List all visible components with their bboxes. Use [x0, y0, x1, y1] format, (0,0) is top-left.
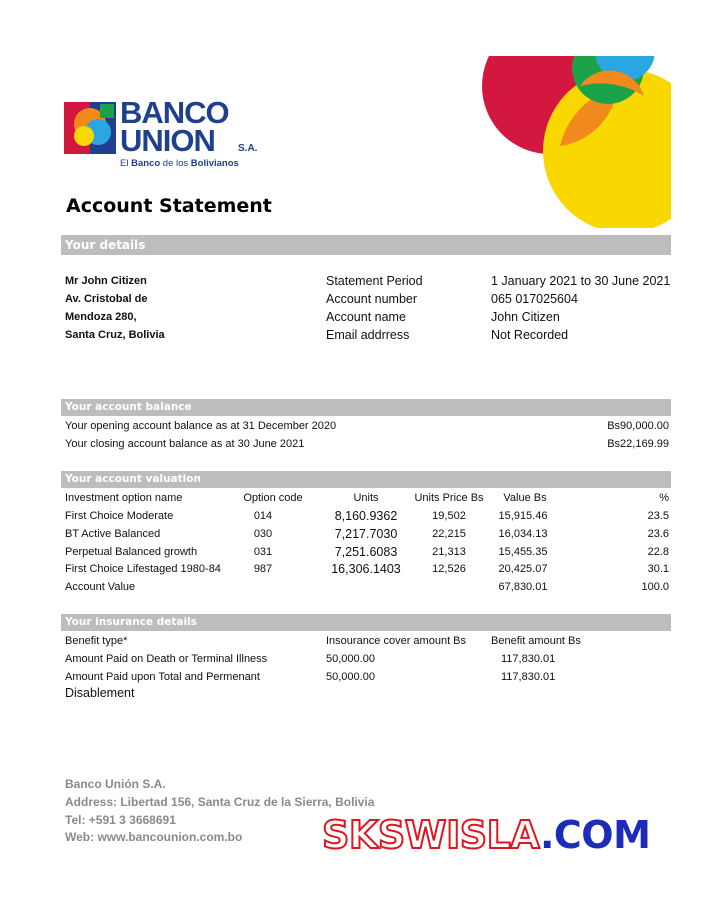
footer-company: Banco Unión S.A.	[65, 777, 166, 791]
table-row-value: 15,915.46	[498, 510, 548, 522]
account-value-pct: 100.0	[641, 581, 669, 593]
balance-heading: Your account balance	[61, 399, 671, 416]
table-row-code: 031	[253, 546, 273, 558]
customer-address-2: Mendoza 280,	[65, 311, 137, 323]
table-row-code: 987	[253, 563, 273, 575]
watermark-part1: SKSWISLA	[322, 813, 540, 857]
table-row-name: First Choice Moderate	[65, 510, 174, 522]
opening-balance-value: Bs90,000.00	[607, 420, 669, 432]
table-row-name: Perpetual Balanced growth	[65, 546, 198, 558]
insurance-row-type: Amount Paid on Death or Terminal Illness	[65, 653, 268, 665]
table-row-name: BT Active Balanced	[65, 528, 161, 540]
table-row-price: 12,526	[432, 563, 466, 575]
watermark-part2: .COM	[539, 813, 651, 857]
bank-name-suffix: S.A.	[238, 143, 258, 154]
email-label: Email addrress	[326, 328, 410, 342]
table-row-name: First Choice Lifestaged 1980-84	[65, 563, 221, 575]
watermark	[322, 812, 650, 858]
insurance-col-benefit: Benefit amount Bs	[491, 635, 581, 647]
table-row-units: 8,160.9362	[334, 509, 398, 523]
insurance-col-cover: Insourance cover amount Bs	[326, 635, 467, 647]
bank-logo-icon	[64, 102, 116, 154]
insurance-row-type: Amount Paid upon Total and Permenant	[65, 671, 260, 683]
col-header-units: Units	[353, 492, 379, 504]
table-row-value: 20,425.07	[498, 563, 548, 575]
bank-name-line1: BANCO	[120, 95, 229, 130]
insurance-row-cover: 50,000.00	[326, 653, 375, 665]
insurance-row-benefit: 117,830.01	[501, 671, 556, 683]
table-row-price: 19,502	[432, 510, 466, 522]
valuation-heading: Your account valuation	[61, 471, 671, 488]
insurance-col-type: Benefit type*	[65, 635, 128, 647]
account-value-label: Account Value	[65, 581, 136, 593]
col-header-price: Units Price Bs	[414, 492, 484, 504]
insurance-heading: Your insurance details	[61, 614, 671, 631]
insurance-row-cover: 50,000.00	[326, 671, 375, 683]
table-row-value: 16,034.13	[498, 528, 548, 540]
insurance-row-benefit: 117,830.01	[501, 653, 556, 665]
table-row-units: 7,217.7030	[334, 527, 398, 541]
col-header-name: Investment option name	[65, 492, 183, 504]
table-row-code: 014	[253, 510, 273, 522]
table-row-price: 21,313	[432, 546, 466, 558]
decorative-circles	[480, 56, 671, 228]
insurance-row-type-cont: Disablement	[65, 686, 135, 700]
bank-name-line2: UNION	[120, 123, 215, 158]
account-name-label: Account name	[326, 310, 406, 324]
footer-phone: Tel: +591 3 3668691	[65, 813, 176, 827]
statement-period-value: 1 January 2021 to 30 June 2021	[491, 274, 671, 288]
table-row-units: 7,251.6083	[334, 545, 398, 559]
email-value: Not Recorded	[491, 328, 569, 342]
account-number-value: 065 017025604	[491, 292, 578, 306]
account-value-total: 67,830.01	[498, 581, 548, 593]
table-row-value: 15,455.35	[498, 546, 548, 558]
table-row-pct: 23.6	[647, 528, 669, 540]
footer-address: Address: Libertad 156, Santa Cruz de la Sierra, Bolivia	[65, 795, 375, 809]
col-header-code: Option code	[243, 492, 303, 504]
details-heading: Your details	[61, 235, 671, 255]
table-row-pct: 23.5	[647, 510, 669, 522]
table-row-price: 22,215	[432, 528, 466, 540]
table-row-pct: 30.1	[647, 563, 669, 575]
closing-balance-value: Bs22,169.99	[607, 438, 669, 450]
col-header-pct: %	[659, 492, 669, 504]
customer-address-3: Santa Cruz, Bolivia	[65, 329, 165, 341]
opening-balance-label: Your opening account balance as at 31 December 2020	[65, 420, 337, 432]
customer-name: Mr John Citizen	[65, 275, 147, 287]
closing-balance-label: Your closing account balance as at 30 June 2021	[65, 438, 305, 450]
statement-period-label: Statement Period	[326, 274, 423, 288]
bank-tagline: El Banco de los Bolivianos	[120, 158, 239, 169]
footer-website: Web: www.bancounion.com.bo	[65, 830, 243, 844]
table-row-pct: 22.8	[647, 546, 669, 558]
customer-address-1: Av. Cristobal de	[65, 293, 148, 305]
col-header-value: Value Bs	[503, 492, 547, 504]
page-title: Account Statement	[66, 195, 272, 217]
table-row-code: 030	[253, 528, 273, 540]
account-number-label: Account number	[326, 292, 418, 306]
table-row-units: 16,306.1403	[331, 562, 401, 576]
account-name-value: John Citizen	[491, 310, 560, 324]
